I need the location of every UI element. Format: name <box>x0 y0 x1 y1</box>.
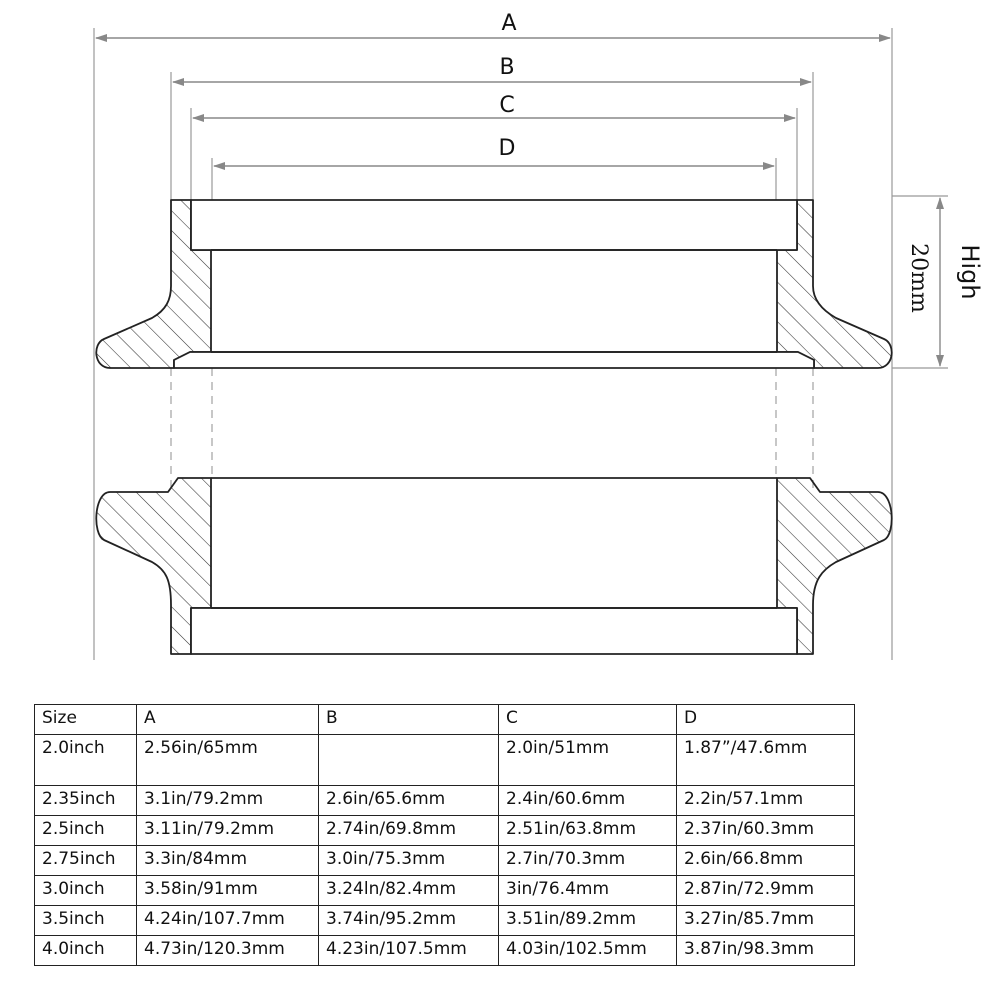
table-cell: 3.0inch <box>35 876 137 906</box>
size-specification-table <box>34 704 855 966</box>
table-cell: 2.6in/66.8mm <box>677 846 855 876</box>
table-cell: 3.74in/95.2mm <box>319 906 499 936</box>
header-a: A <box>137 705 319 735</box>
table-row <box>35 906 855 936</box>
header-c: C <box>499 705 677 735</box>
table-cell: 2.75inch <box>35 846 137 876</box>
dashed-extension-lines <box>171 368 813 492</box>
table-cell: 1.87”/47.6mm <box>677 735 855 786</box>
table-row <box>35 735 855 786</box>
height-value-label: 20mm <box>906 243 931 313</box>
table-row <box>35 846 855 876</box>
table-cell: 2.87in/72.9mm <box>677 876 855 906</box>
table-cell: 3.27in/85.7mm <box>677 906 855 936</box>
table-cell: 3.87in/98.3mm <box>677 936 855 966</box>
top-ferrule-lip <box>191 200 797 250</box>
table-cell: 4.24in/107.7mm <box>137 906 319 936</box>
table-row <box>35 936 855 966</box>
table-cell: 2.56in/65mm <box>137 735 319 786</box>
table-row <box>35 816 855 846</box>
table-cell: 3.5inch <box>35 906 137 936</box>
bottom-ferrule-section <box>96 478 891 654</box>
table-cell: 3in/76.4mm <box>499 876 677 906</box>
header-size: Size <box>35 705 137 735</box>
table-cell: 2.6in/65.6mm <box>319 786 499 816</box>
table-row <box>35 876 855 906</box>
table-cell: 2.37in/60.3mm <box>677 816 855 846</box>
header-d: D <box>677 705 855 735</box>
table-cell <box>319 735 499 786</box>
table-cell: 2.5inch <box>35 816 137 846</box>
table-cell: 2.51in/63.8mm <box>499 816 677 846</box>
top-ferrule-gasket-groove <box>174 352 814 368</box>
table-cell: 3.11in/79.2mm <box>137 816 319 846</box>
table-cell: 3.58in/91mm <box>137 876 319 906</box>
table-cell: 2.7in/70.3mm <box>499 846 677 876</box>
table-cell: 3.3in/84mm <box>137 846 319 876</box>
table-cell: 2.0in/51mm <box>499 735 677 786</box>
top-ferrule-section <box>96 200 891 368</box>
table-cell: 2.74in/69.8mm <box>319 816 499 846</box>
height-label: High <box>956 244 984 300</box>
table-cell: 4.73in/120.3mm <box>137 936 319 966</box>
table-cell: 3.51in/89.2mm <box>499 906 677 936</box>
table-cell: 3.1in/79.2mm <box>137 786 319 816</box>
table-cell: 2.4in/60.6mm <box>499 786 677 816</box>
bottom-ferrule-lip <box>191 608 797 654</box>
table-cell: 2.35inch <box>35 786 137 816</box>
table-cell: 2.0inch <box>35 735 137 786</box>
table-row <box>35 786 855 816</box>
dimension-d-label: D <box>498 136 516 161</box>
table-cell: 4.23in/107.5mm <box>319 936 499 966</box>
dimension-b-label: B <box>499 55 515 80</box>
header-b: B <box>319 705 499 735</box>
dimension-a-label: A <box>501 11 517 36</box>
table-cell: 3.0in/75.3mm <box>319 846 499 876</box>
dimension-c-label: C <box>499 93 515 118</box>
table-cell: 4.03in/102.5mm <box>499 936 677 966</box>
table-cell: 2.2in/57.1mm <box>677 786 855 816</box>
table-cell: 3.24ln/82.4mm <box>319 876 499 906</box>
table-header-row <box>35 705 855 735</box>
table-cell: 4.0inch <box>35 936 137 966</box>
